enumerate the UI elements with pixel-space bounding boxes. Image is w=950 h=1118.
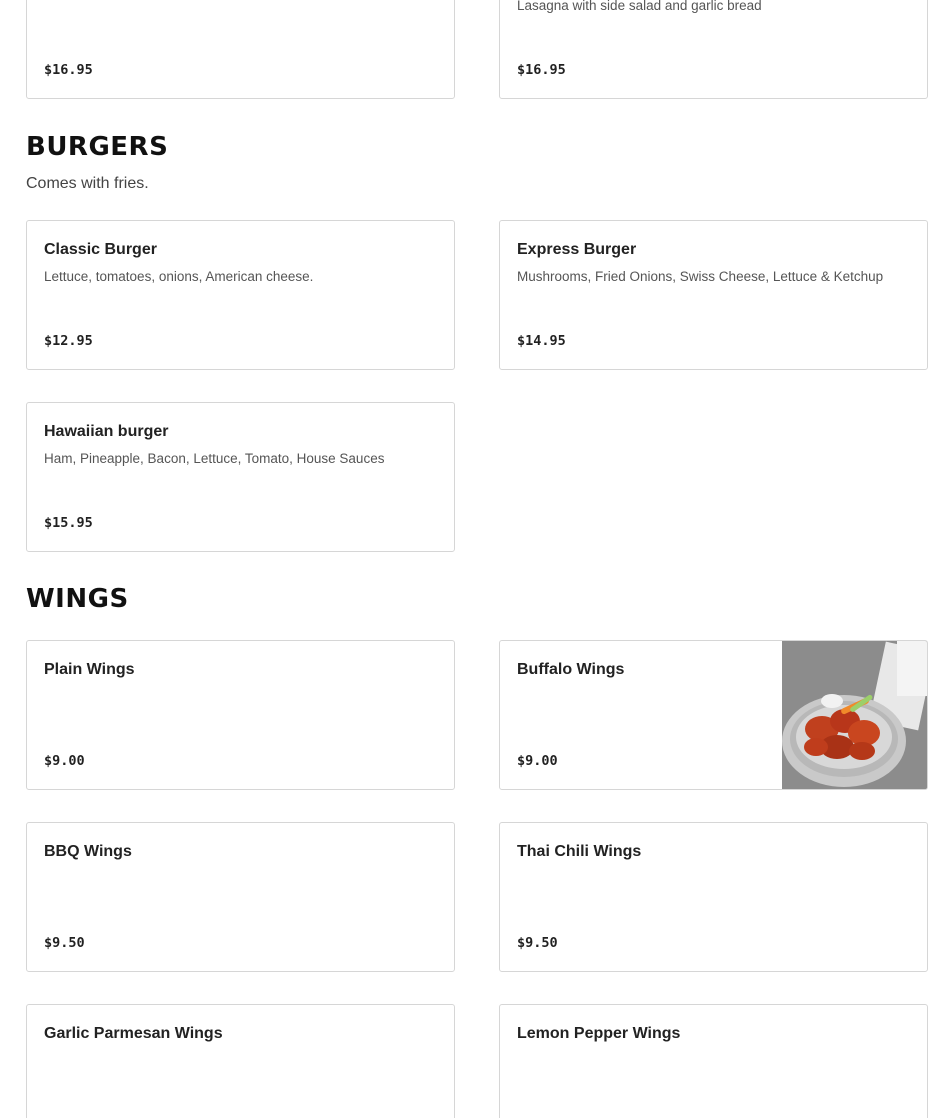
menu-item-hawaiian-burger[interactable] (26, 402, 455, 552)
menu-item-buffalo-wings[interactable] (499, 640, 928, 790)
menu-item-bbq-wings[interactable] (26, 822, 455, 972)
section-note-burgers: Comes with fries. (26, 175, 149, 192)
section-title-wings: WINGS (26, 584, 129, 614)
menu-item-card[interactable] (499, 0, 928, 99)
item-price: $12.95 (44, 333, 93, 349)
menu-item-express-burger[interactable] (499, 220, 928, 370)
item-name: Express Burger (517, 241, 637, 258)
item-name: Garlic Parmesan Wings (44, 1025, 223, 1042)
item-price: $16.95 (44, 62, 93, 78)
menu-item-thai-chili-wings[interactable] (499, 822, 928, 972)
buffalo-wings-photo (782, 641, 927, 789)
item-price: $15.95 (44, 515, 93, 531)
section-title-burgers: BURGERS (26, 132, 169, 162)
item-description: Ham, Pineapple, Bacon, Lettuce, Tomato, House Sauces (44, 451, 385, 466)
item-name: Hawaiian burger (44, 423, 169, 440)
item-name: Classic Burger (44, 241, 157, 258)
item-price: $14.95 (517, 333, 566, 349)
item-description: Lasagna with side salad and garlic bread (517, 0, 762, 13)
menu-item-classic-burger[interactable] (26, 220, 455, 370)
item-name: Thai Chili Wings (517, 843, 642, 860)
item-name: BBQ Wings (44, 843, 132, 860)
item-name: Buffalo Wings (517, 661, 625, 678)
item-name: Lemon Pepper Wings (517, 1025, 681, 1042)
menu-item-card[interactable] (26, 0, 455, 99)
item-price: $9.00 (44, 753, 85, 769)
item-name: Plain Wings (44, 661, 135, 678)
item-price: $16.95 (517, 62, 566, 78)
menu-item-lemon-pepper-wings[interactable] (499, 1004, 928, 1118)
menu-item-plain-wings[interactable] (26, 640, 455, 790)
buffalo-wings-illustration (782, 641, 927, 789)
item-price: $9.50 (44, 935, 85, 951)
item-price: $9.50 (517, 935, 558, 951)
item-price: $9.00 (517, 753, 558, 769)
menu-item-garlic-parmesan-wings[interactable] (26, 1004, 455, 1118)
item-description: Mushrooms, Fried Onions, Swiss Cheese, Lettuce & Ketchup (517, 269, 884, 284)
item-description: Lettuce, tomatoes, onions, American cheese. (44, 269, 314, 284)
